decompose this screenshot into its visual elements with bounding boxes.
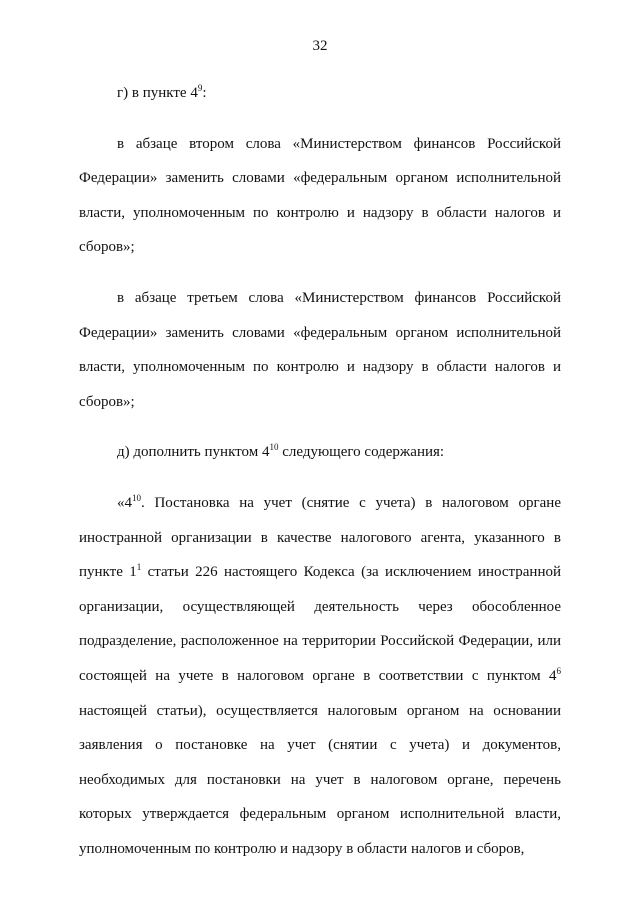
paragraph-new-point: «$4^{10}$. Постановка на учет (снятие с учета) в налоговом органе иностранной организации в качестве налогового агента, указанного в пункте $1^1$ статьи 226 настоящего Кодекса (за исключением иностранной организации, осуществляющей деятельность через обособленное подразделение, расположенное на территории Российской Федерации, или состоящей на учете в налоговом органе в соответствии с пунктом $4^6$ настоящей статьи), осуществляется налоговым органом на основании заявления о постановке на учет (снятии с учета) и документов, необходимых для постановки на учет в налоговом органе, перечень которых утверждается федеральным органом исполнительной власти, уполномоченным по контролю и надзору в области налогов и сборов, bbox=[79, 492, 562, 857]
document-body bbox=[79, 76, 561, 866]
paragraph-second-abzac: в абзаце втором слова «Министерством финансов Российской Федерации» заменить словами «федеральным органом исполнительной власти, уполномоченным по контролю и надзору в области налогов и сборов»; bbox=[79, 135, 561, 256]
paragraph-d: д) дополнить пунктом $4^{10}$ следующего содержания: bbox=[117, 442, 445, 461]
paragraph-third-abzac: в абзаце третьем слова «Министерством финансов Российской Федерации» заменить словами «федеральным органом исполнительной власти, уполномоченным по контролю и надзору в области налогов и сборов»; bbox=[79, 289, 561, 410]
page-number: 32 bbox=[312, 38, 328, 54]
paragraph-g: г) в пункте $4^9$: bbox=[117, 83, 207, 101]
